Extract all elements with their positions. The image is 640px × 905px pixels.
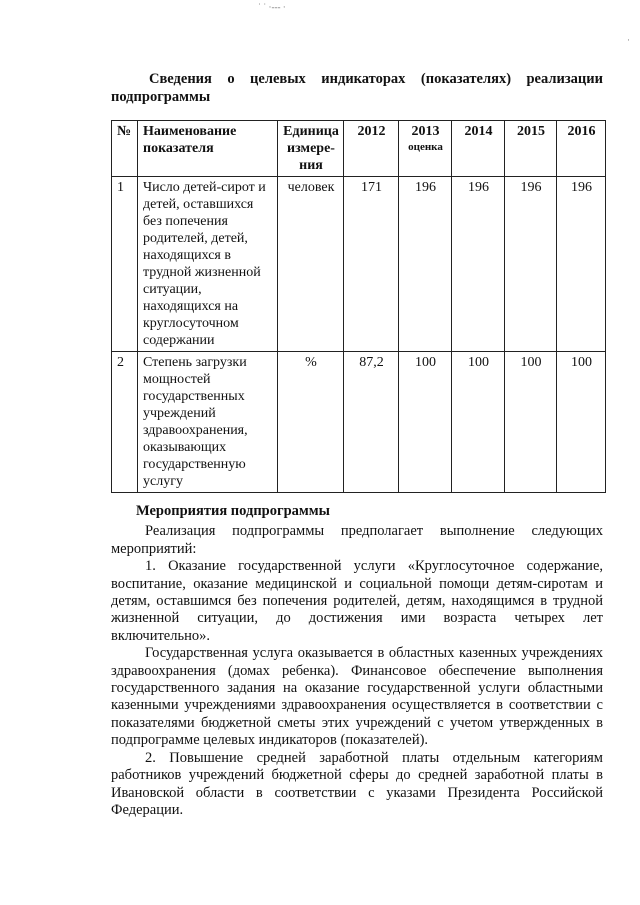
measures-title: Мероприятия подпрограммы <box>136 503 330 519</box>
measure-item-1: 1. Оказание государственной услуги «Круглосуточное содержание, воспитание, оказание медицинской и социальной помощи детям-сиротам и детям, оставшимся без попечения родителей, детям, находящимся в трудной жизненной ситуации, до достижения ими возраста четырех лет включительно». <box>111 558 603 644</box>
header-2015: 2015 <box>505 121 557 177</box>
table-header-row <box>112 121 606 177</box>
header-2016: 2016 <box>557 121 606 177</box>
row-value-2013: 196 <box>399 177 452 352</box>
row-value-2015: 196 <box>505 177 557 352</box>
header-2013-year: 2013 <box>411 124 440 139</box>
header-name: Наименование показателя <box>138 121 278 177</box>
row-value-2016: 196 <box>557 177 606 352</box>
row-name: Число детей-сирот и детей, оставшихся без попечения родителей, детей, находящихся в трудной жизненной ситуации, находящихся на круглосуточном содержании <box>138 177 278 352</box>
heading-line-2: подпрограммы <box>111 89 211 105</box>
header-2014: 2014 <box>452 121 505 177</box>
row-value-2012: 171 <box>344 177 399 352</box>
row-value-2013: 100 <box>399 352 452 493</box>
row-value-2012: 87,2 <box>344 352 399 493</box>
header-no: № <box>112 121 138 177</box>
measures-intro: Реализация подпрограммы предполагает выполнение следующих мероприятий: <box>111 523 603 557</box>
measure-item-2: 2. Повышение средней заработной платы отдельным категориям работников учреждений бюджетной сферы до средней заработной платы в Ивановской области в соответствии с указами Президента Российской Федерации. <box>111 749 603 818</box>
scan-mark-right: · <box>627 35 630 45</box>
table-row <box>112 177 606 352</box>
row-unit: человек <box>278 177 344 352</box>
row-value-2015: 100 <box>505 352 557 493</box>
table-row <box>112 352 606 493</box>
row-name: Степень загрузки мощностей государственных учреждений здравоохранения, оказывающих государственную услугу <box>138 352 278 493</box>
header-unit: Единица измере-ния <box>278 121 344 177</box>
row-value-2014: 196 <box>452 177 505 352</box>
header-2013 <box>399 121 452 177</box>
row-value-2014: 100 <box>452 352 505 493</box>
section-heading <box>111 70 603 106</box>
row-value-2016: 100 <box>557 352 606 493</box>
header-2013-note: оценка <box>408 141 443 153</box>
scan-mark-top: ˙ ˙ ·--- · <box>258 2 286 12</box>
indicators-table <box>111 120 606 493</box>
measures-paragraph: Государственная услуга оказывается в областных казенных учреждениях здравоохранения (домах ребенка). Финансовое обеспечение выполнения государственного задания на оказание государственной услуги областными казенными учреждениями здравоохранения осуществляется в соответствии с показателями бюджетной сметы этих учреждений с учетом утвержденных в подпрограмме целевых индикаторов (показателей). <box>111 645 603 749</box>
row-no: 2 <box>112 352 138 493</box>
row-no: 1 <box>112 177 138 352</box>
measures-section <box>111 503 603 819</box>
heading-line-1: Сведения о целевых индикаторах (показателях) реализации <box>149 71 603 87</box>
header-2012: 2012 <box>344 121 399 177</box>
row-unit: % <box>278 352 344 493</box>
